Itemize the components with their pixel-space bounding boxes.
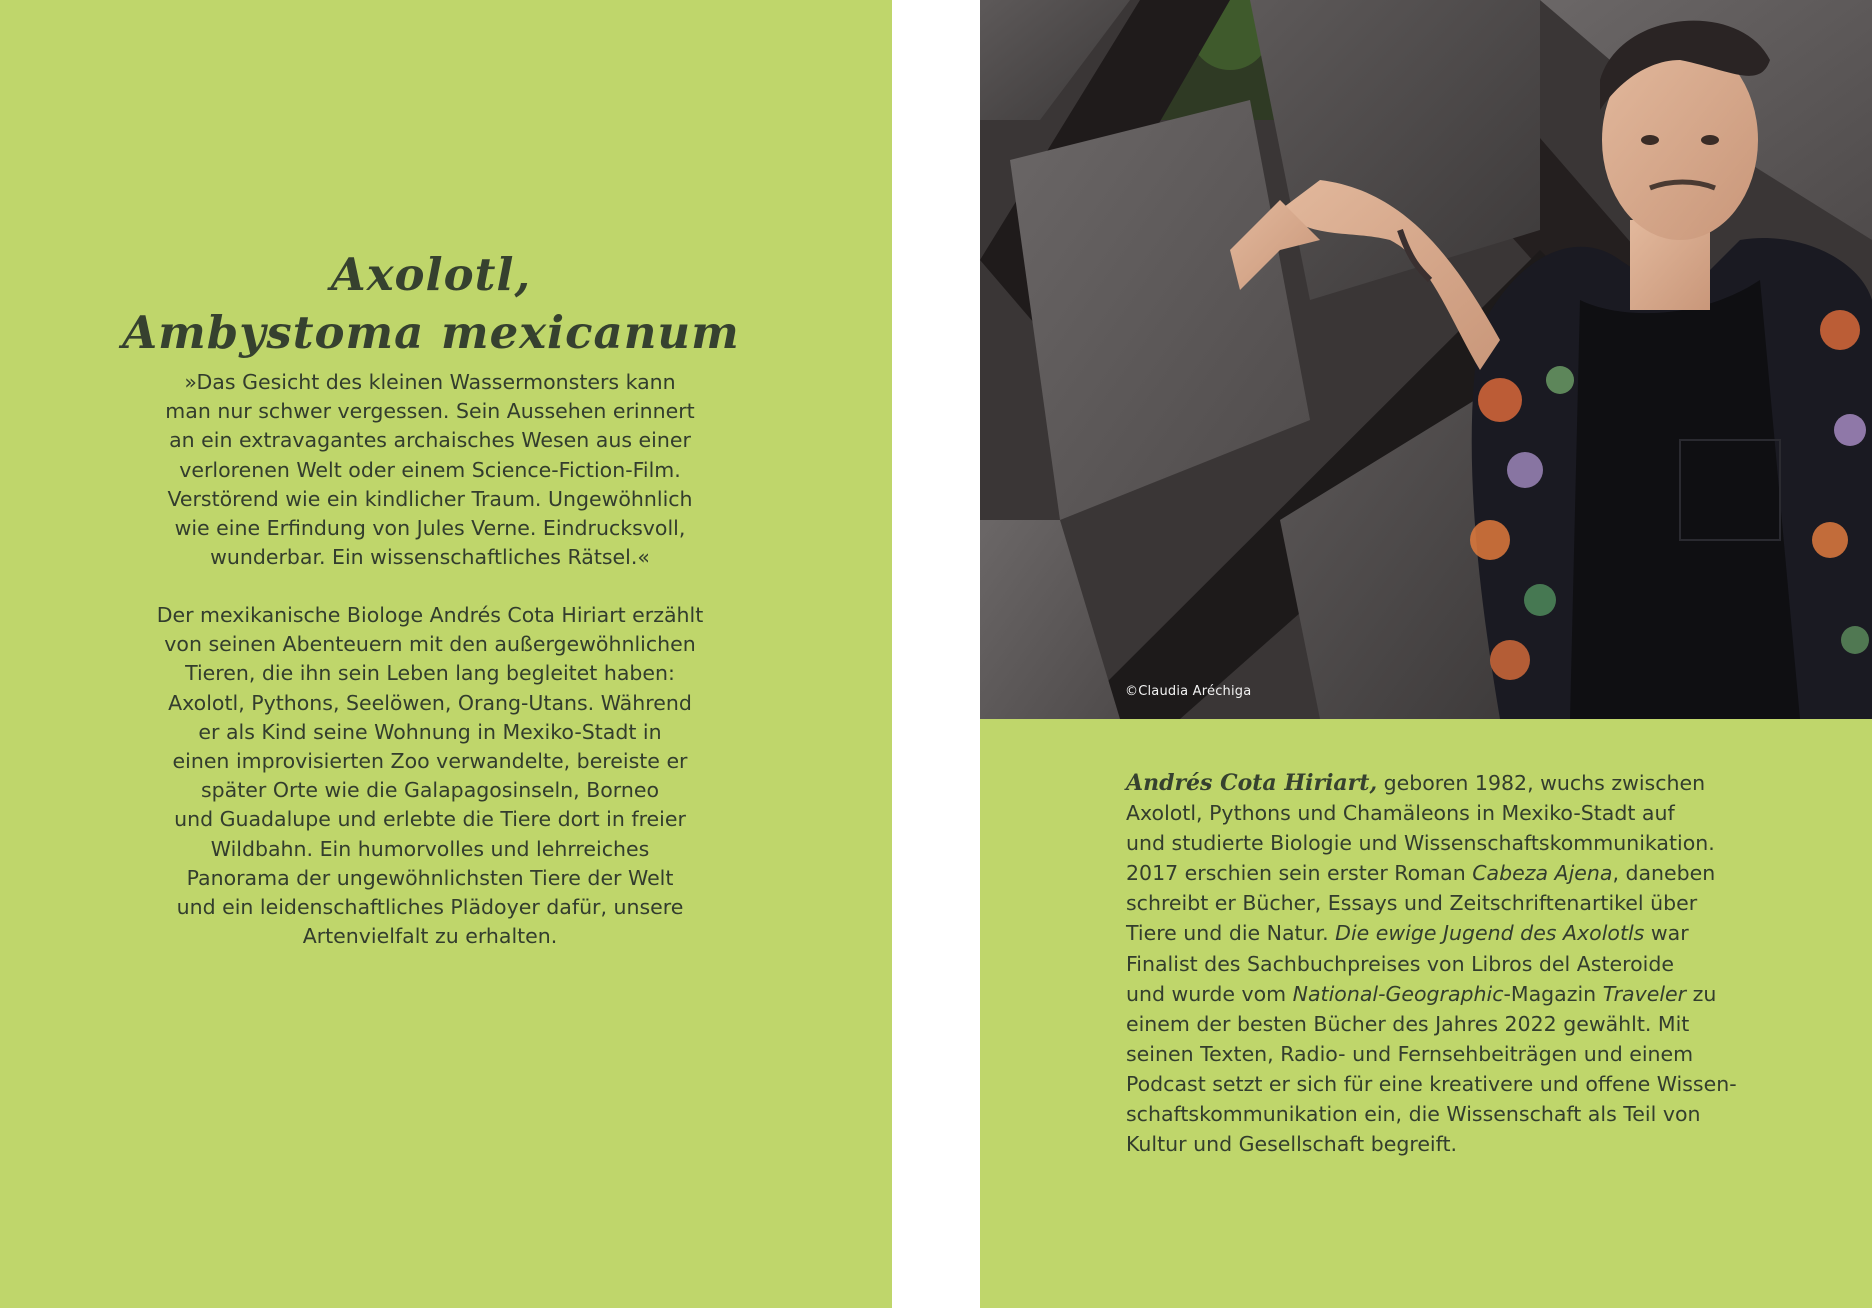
bio-line: Axolotl, Pythons und Chamäleons in Mexiko-Stadt auf <box>1126 801 1675 826</box>
bio-line: und studierte Biologie und Wissenschaftskommunikation. <box>1126 831 1715 856</box>
quote-line: wunderbar. Ein wissenschaftliches Rätsel.« <box>210 545 650 570</box>
blurb-line: er als Kind seine Wohnung in Mexiko-Stadt in <box>198 719 662 744</box>
author-photo <box>980 0 1872 719</box>
blurb-line: einen improvisierten Zoo verwandelte, bereiste er <box>172 749 688 774</box>
bio-text: war <box>1644 921 1689 946</box>
bio-line: Finalist des Sachbuchpreises von Libros del Asteroide <box>1126 951 1674 976</box>
bio-line <box>1126 979 1786 1009</box>
blurb-line: Wildbahn. Ein humorvolles und lehrreiches <box>210 836 650 861</box>
quote-line: verlorenen Welt oder einem Science-Fiction-Film. <box>179 457 681 482</box>
bio-text: 2017 erschien sein erster Roman <box>1126 861 1473 886</box>
bio-line: Podcast setzt er sich für eine kreativere und offene Wissen- <box>1126 1071 1737 1096</box>
bio-text: , daneben <box>1612 861 1716 886</box>
author-name: Andrés Cota Hiriart, <box>1126 770 1378 796</box>
book-title-reference: Die ewige Jugend des Axolotls <box>1335 921 1645 946</box>
bio-line: Kultur und Gesellschaft begreift. <box>1126 1132 1458 1157</box>
photo-credit: ©Claudia Aréchiga <box>1125 684 1252 699</box>
book-title <box>0 246 862 362</box>
bio-text: und wurde vom <box>1126 981 1293 1006</box>
bio-line <box>1126 918 1786 948</box>
novel-title: Cabeza Ajena <box>1472 861 1613 886</box>
author-photo-illustration <box>980 0 1872 719</box>
quote-line: wie eine Erfindung von Jules Verne. Eindrucksvoll, <box>174 516 686 541</box>
bio-text: zu <box>1686 981 1717 1006</box>
bio-line: seinen Texten, Radio- und Fernsehbeiträgen und einem <box>1126 1041 1694 1066</box>
quote-line: man nur schwer vergessen. Sein Aussehen erinnert <box>165 399 695 424</box>
bio-line: schreibt er Bücher, Essays und Zeitschriftenartikel über <box>1126 891 1698 916</box>
quote-line: Verstörend wie ein kindlicher Traum. Ungewöhnlich <box>167 486 693 511</box>
bio-text: -Magazin <box>1503 981 1603 1006</box>
blurb-line: Artenvielfalt zu erhalten. <box>302 924 558 949</box>
bio-text: geboren 1982, wuchs zwischen <box>1377 771 1706 795</box>
blurb-line: Der mexikanische Biologe Andrés Cota Hiriart erzählt <box>156 603 704 627</box>
title-line: Axolotl, <box>330 248 532 302</box>
author-bio <box>1126 768 1786 1159</box>
right-page <box>980 0 1872 1308</box>
bio-line: einem der besten Bücher des Jahres 2022 gewählt. Mit <box>1126 1011 1690 1036</box>
blurb-line: später Orte wie die Galapagosinseln, Borneo <box>200 778 660 803</box>
blurb-line: und Guadalupe und erlebte die Tiere dort in freier <box>174 807 686 832</box>
bio-text: Tiere und die Natur. <box>1126 921 1336 946</box>
left-page <box>0 0 892 1308</box>
blurb-line: und ein leidenschaftliches Plädoyer dafür, unsere <box>176 895 684 920</box>
blurb-paragraph <box>140 601 720 951</box>
quote-line: an ein extravagantes archaisches Wesen aus einer <box>169 428 691 453</box>
magazine-name: National-Geographic <box>1292 981 1504 1006</box>
bio-line: schaftskommunikation ein, die Wissenschaft als Teil von <box>1126 1102 1701 1127</box>
blurb-line: Axolotl, Pythons, Seelöwen, Orang-Utans. Während <box>168 690 692 715</box>
quote-line: »Das Gesicht des kleinen Wassermonsters kann <box>184 370 676 394</box>
blurb-line: Tieren, die ihn sein Leben lang begleitet haben: <box>185 661 675 686</box>
magazine-title: Traveler <box>1602 981 1687 1006</box>
quote-paragraph <box>140 368 720 572</box>
title-line: Ambystoma mexicanum <box>122 306 740 360</box>
bio-line <box>1126 768 1786 798</box>
blurb-line: von seinen Abenteuern mit den außergewöhnlichen <box>164 632 696 657</box>
bio-line <box>1126 858 1786 888</box>
blurb-line: Panorama der ungewöhnlichsten Tiere der Welt <box>186 865 674 890</box>
